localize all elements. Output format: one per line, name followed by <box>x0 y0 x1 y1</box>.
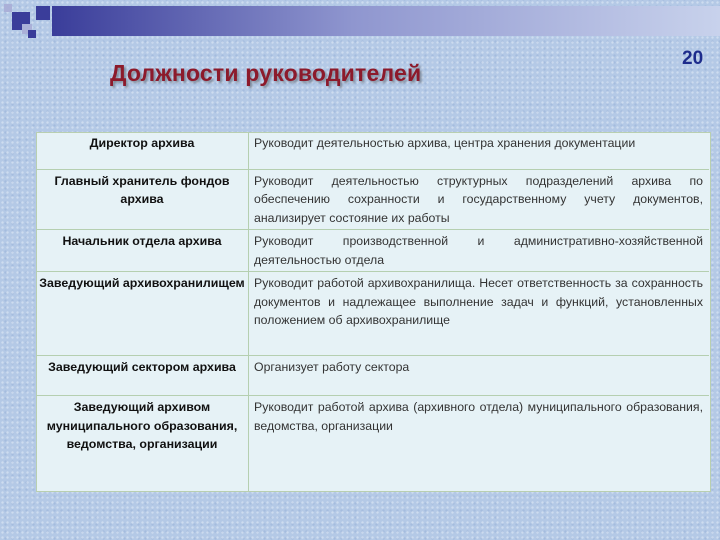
positions-table <box>36 132 709 491</box>
table-row <box>36 132 709 169</box>
description-cell: Организует работу сектора <box>249 356 710 396</box>
table-row <box>36 169 709 230</box>
decor-square <box>36 6 50 20</box>
header-gradient-bar <box>52 6 720 36</box>
decor-square <box>4 4 12 12</box>
description-cell: Руководит деятельностью структурных подразделений архива по обеспечению сохранности и государственному учету документов, анализирует состояние их работы <box>249 169 710 230</box>
position-cell: Начальник отдела архива <box>36 230 249 272</box>
position-cell: Заведующий архивом муниципального образования, ведомства, организации <box>36 396 249 491</box>
position-cell: Заведующий архивохранилищем <box>36 272 249 356</box>
position-cell: Главный хранитель фондов архива <box>36 169 249 230</box>
slide-title: Должности руководителей <box>110 60 422 86</box>
position-cell: Заведующий сектором архива <box>36 356 249 396</box>
description-cell: Руководит работой архива (архивного отдела) муниципального образования, ведомства, организации <box>254 400 703 433</box>
table-row <box>36 356 709 396</box>
table-row <box>36 396 709 491</box>
table-row <box>36 272 709 356</box>
decor-square <box>28 30 36 38</box>
table-row <box>36 230 709 272</box>
page-number: 20 <box>682 48 704 69</box>
description-cell: Руководит производственной и административно-хозяйственной деятельностью отдела <box>249 230 710 272</box>
position-cell: Директор архива <box>36 132 249 169</box>
description-cell: Руководит работой архивохранилища. Несет ответственность за сохранность документов и надлежащее выполнение задач и функций, установленных положением об архивохранилище <box>249 272 710 356</box>
description-cell: Руководит деятельностью архива, центра хранения документации <box>249 132 710 169</box>
